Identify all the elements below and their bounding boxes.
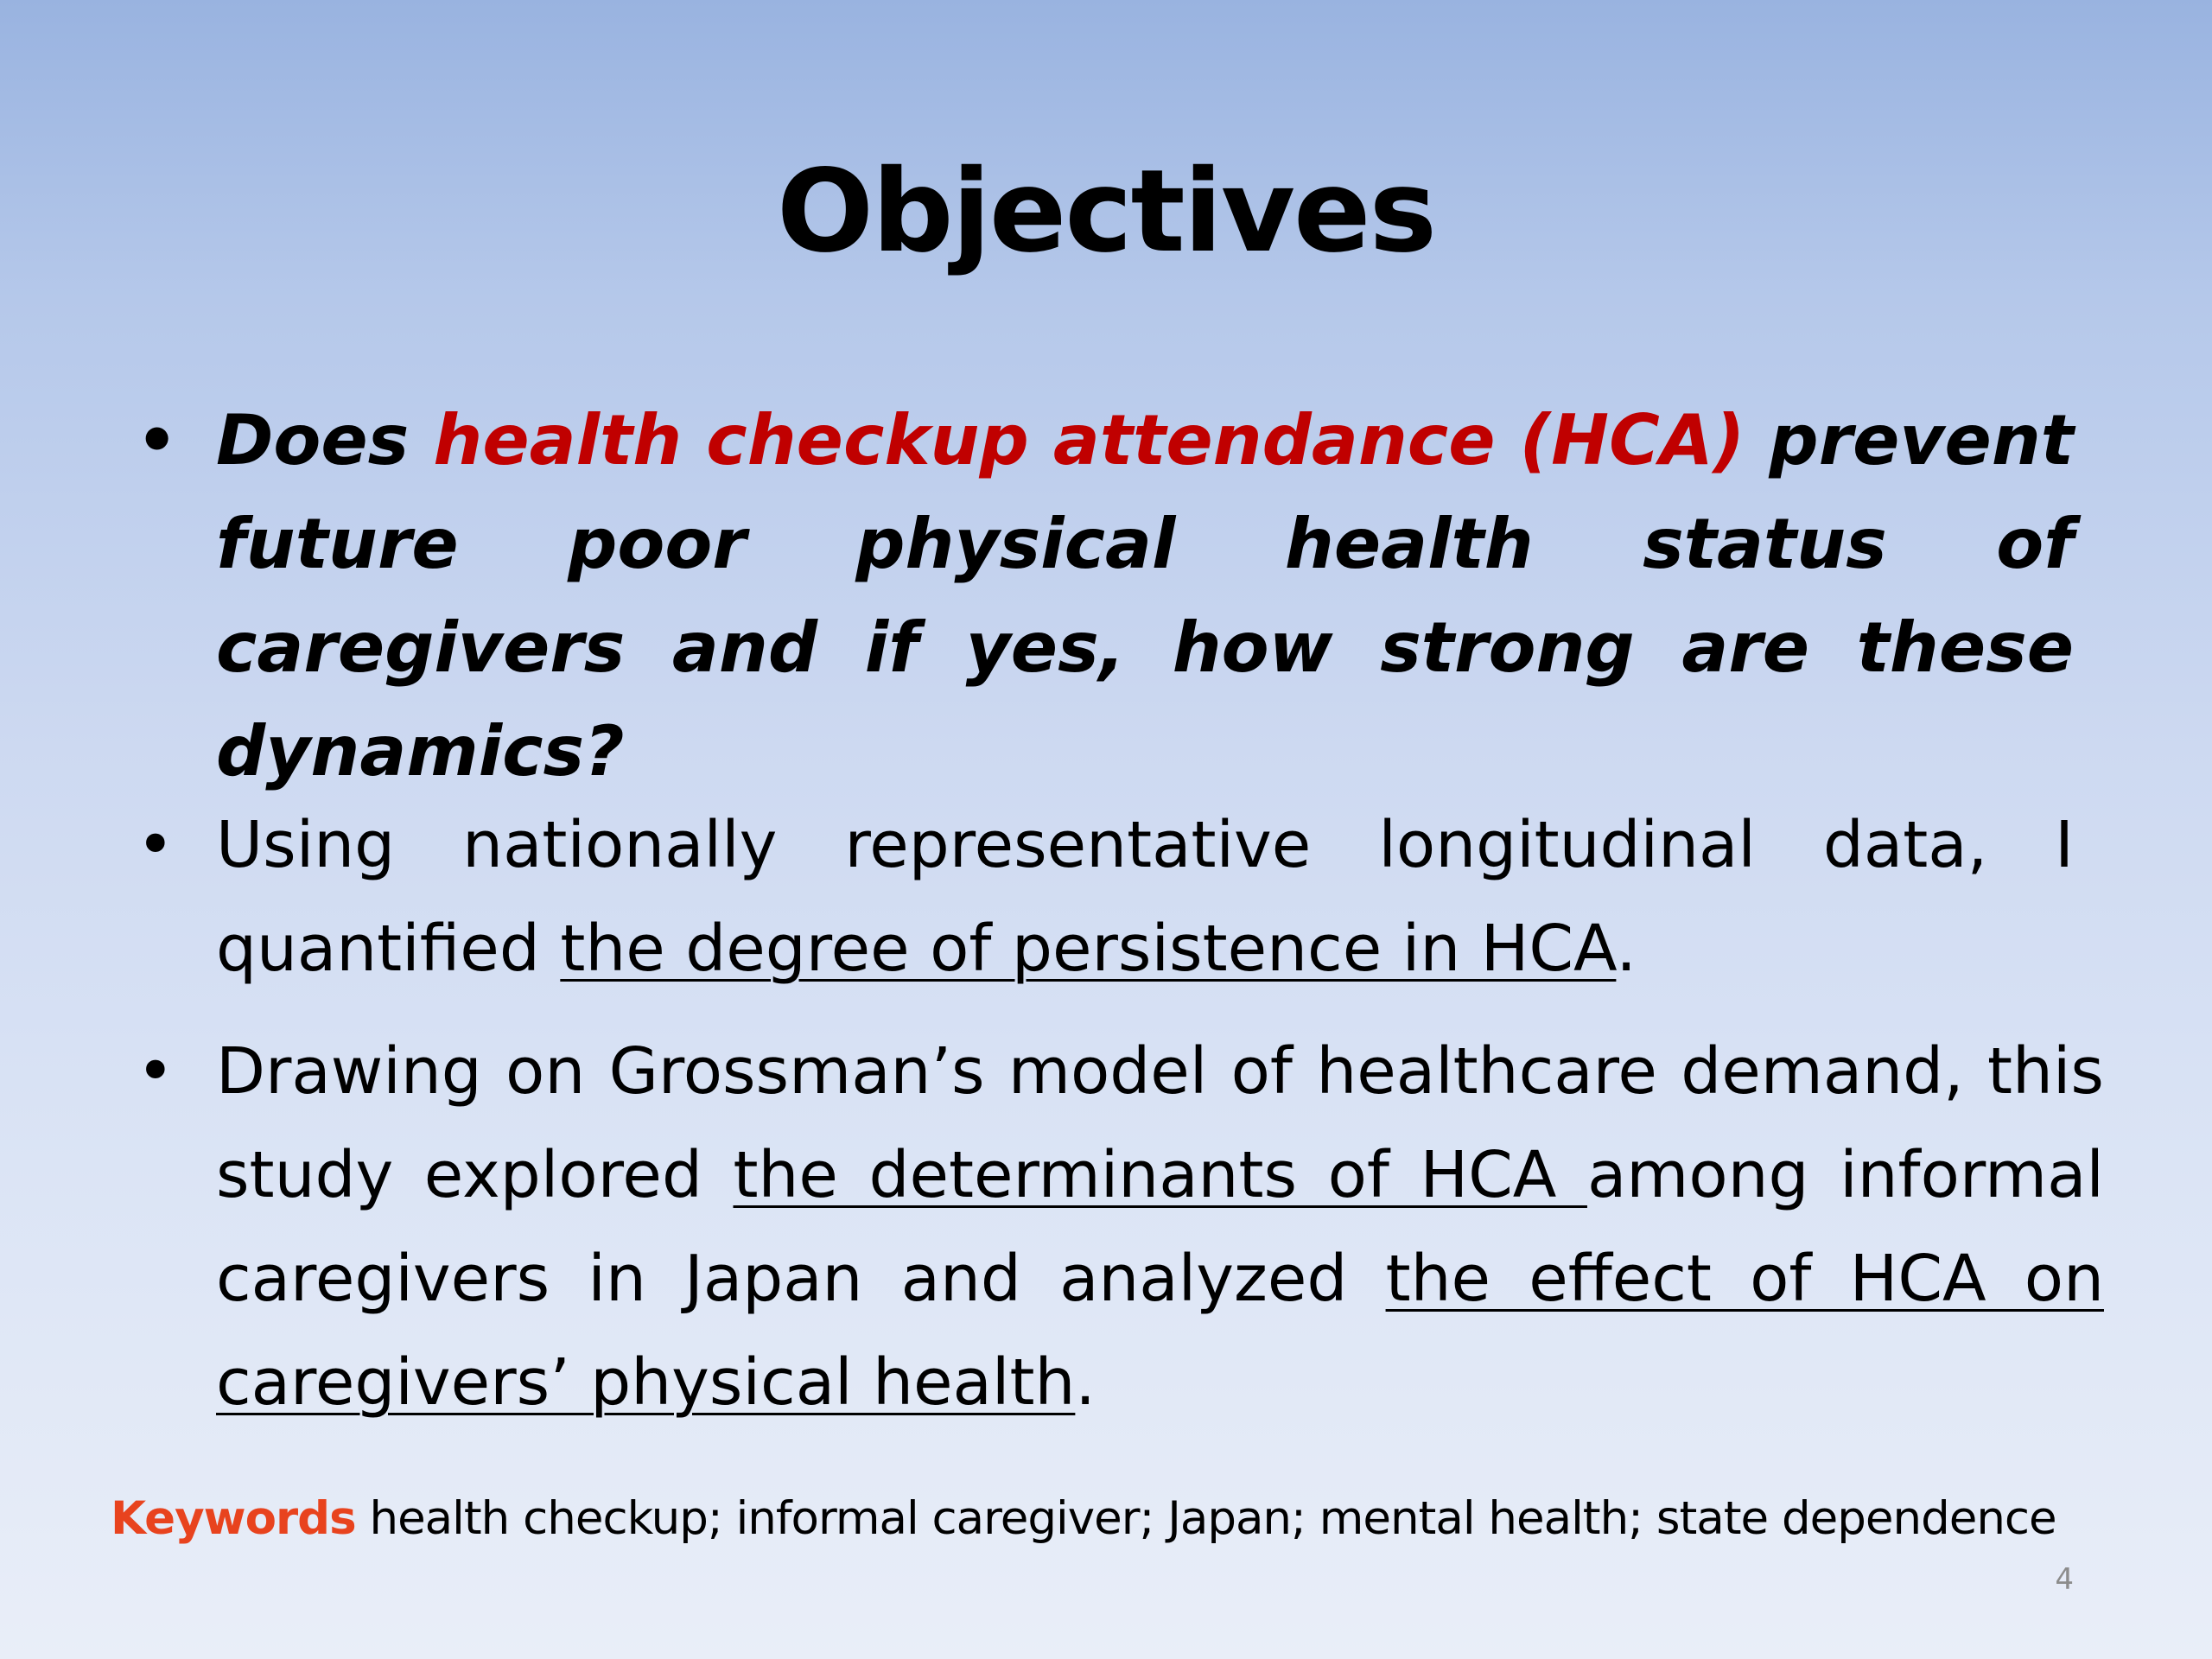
bullet2-tail: . <box>1616 912 1637 986</box>
bullet-research-question <box>137 389 2075 804</box>
bullet1-lead: Does <box>216 400 434 480</box>
bullet2-underlined: the degree of persistence in HCA <box>560 912 1617 986</box>
keywords-label: Keywords <box>111 1492 356 1545</box>
bullet3-underlined-effect: the effect of HCA on caregivers’ physical health <box>216 1242 2104 1420</box>
bullet1-tail: prevent future poor physical health status of caregivers and if yes, how strong are these dynamics? <box>216 400 2075 791</box>
keywords-line <box>111 1484 2074 1554</box>
bullet3-middle: among informal caregivers in Japan and analyzed <box>216 1138 2104 1316</box>
keywords-text: health checkup; informal caregiver; Japan; mental health; state dependence <box>355 1492 2056 1545</box>
bullet1-highlight: health checkup attendance (HCA) <box>433 400 1745 480</box>
bullet3-underlined-determinants: the determinants of HCA <box>733 1138 1587 1212</box>
bullet-study-scope <box>137 1020 2104 1434</box>
bullet-data-method <box>137 793 2074 1001</box>
slide-title: Objectives <box>776 145 1436 278</box>
page-number: 4 <box>2055 1562 2074 1597</box>
bullet-marker: • <box>137 404 178 478</box>
bullet3-lead: Drawing on Grossman’s model of healthcare demand, this study explored <box>216 1034 2104 1212</box>
bullet-marker: • <box>137 1034 175 1109</box>
bullet-marker: • <box>137 808 175 882</box>
bullet3-tail: . <box>1075 1345 1096 1420</box>
bullet2-lead: Using nationally representative longitudinal data, I quantified <box>216 808 2074 986</box>
